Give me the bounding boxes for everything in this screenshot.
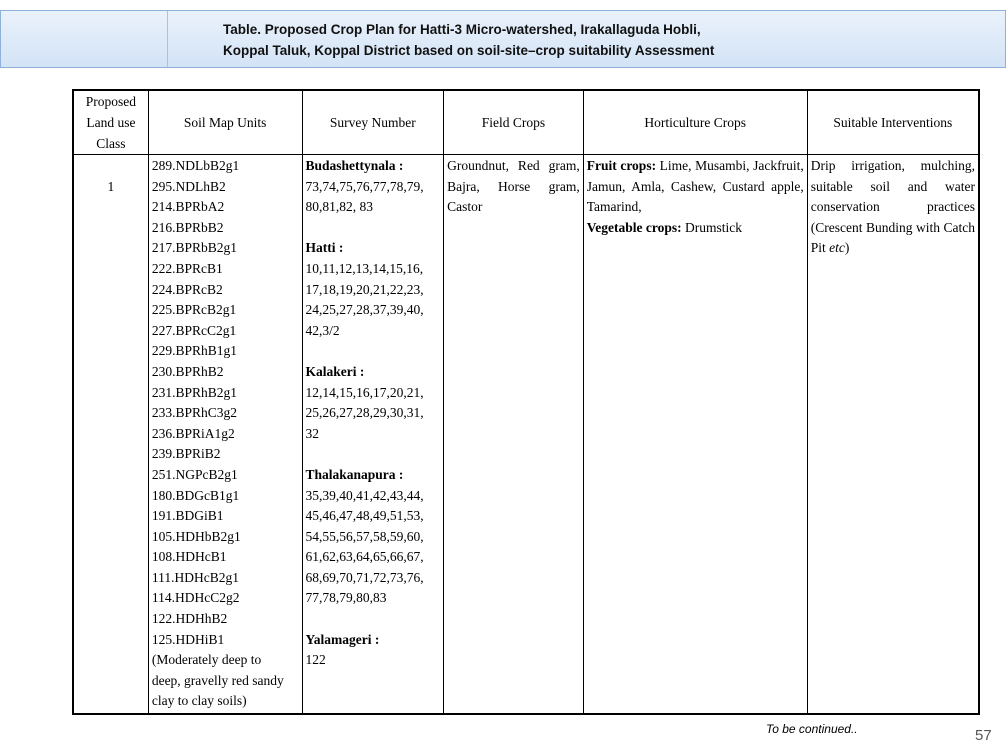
survey-numbers-line: 35,39,40,41,42,43,44,: [305, 487, 424, 503]
banner-divider: [167, 11, 168, 67]
fruit-crops-label: Fruit crops:: [586, 158, 657, 173]
soil-note-line: clay to clay soils): [151, 693, 247, 709]
survey-numbers-line: 122: [305, 652, 326, 668]
soil-unit: 105.HDHbB2g1: [151, 528, 241, 544]
field-crops-cell: Groundnut, Red gram, Bajra, Horse gram, Castor: [444, 155, 584, 715]
soil-description: [152, 650, 299, 712]
vegetable-crops-label: Vegetable crops:: [586, 219, 682, 235]
title-line-1: Table. Proposed Crop Plan for Hatti-3 Micro-watershed, Irakallaguda Hobli,: [223, 22, 701, 37]
survey-numbers-line: 17,18,19,20,21,22,23,: [305, 281, 424, 297]
survey-numbers-line: 32: [305, 425, 319, 441]
soil-unit: 114.HDHcC2g2: [151, 590, 240, 606]
header-line: Proposed: [85, 94, 137, 109]
survey-numbers-line: 73,74,75,76,77,78,79,: [305, 178, 424, 194]
survey-numbers-line: 45,46,47,48,49,51,53,: [305, 508, 424, 524]
header-soil-map-units: Soil Map Units: [148, 90, 302, 155]
soil-unit: 122.HDHhB2: [151, 611, 228, 627]
survey-numbers-line: 24,25,27,28,37,39,40,: [305, 302, 424, 318]
survey-group: [306, 630, 441, 671]
title-banner: [0, 10, 1006, 68]
survey-number-cell: [302, 155, 444, 715]
soil-unit: 216.BPRbB2: [151, 219, 224, 235]
survey-numbers-line: 25,26,27,28,29,30,31,: [305, 405, 424, 421]
survey-group: [306, 238, 441, 341]
soil-note-line: deep, gravelly red sandy: [151, 672, 284, 688]
table-header-row: [73, 90, 979, 155]
soil-unit: 111.HDHcB2g1: [151, 569, 239, 585]
survey-group-list: [306, 156, 441, 671]
survey-numbers-line: 12,14,15,16,17,20,21,: [305, 384, 424, 400]
soil-unit: 251.NGPcB2g1: [151, 466, 238, 482]
soil-map-units-cell: [148, 155, 302, 715]
header-horticulture-crops: Horticulture Crops: [583, 90, 807, 155]
soil-unit: 227.BPRcC2g1: [151, 322, 237, 338]
header-line: Class: [96, 136, 126, 151]
survey-numbers-line: 68,69,70,71,72,73,76,: [305, 569, 424, 585]
crop-plan-table: [72, 89, 980, 715]
survey-numbers-line: 77,78,79,80,83: [305, 590, 387, 606]
page-number: 57: [975, 727, 992, 744]
soil-unit: 236.BPRiA1g2: [151, 425, 235, 441]
village-name: Budashettynala :: [305, 158, 404, 173]
horticulture-crops-cell: [583, 155, 807, 715]
soil-unit: 191.BDGiB1: [151, 508, 224, 524]
header-field-crops: Field Crops: [444, 90, 584, 155]
soil-unit: 289.NDLbB2g1: [151, 158, 240, 173]
header-suitable-interventions: Suitable Interventions: [807, 90, 979, 155]
soil-unit: 180.BDGcB1g1: [151, 487, 240, 503]
survey-numbers-line: 54,55,56,57,58,59,60,: [305, 528, 424, 544]
fruit-crops: [587, 156, 804, 218]
survey-numbers-line: 10,11,12,13,14,15,16,: [305, 260, 424, 276]
soil-unit: 233.BPRhC3g2: [151, 405, 237, 421]
survey-numbers-line: 80,81,82, 83: [305, 199, 373, 215]
village-name: Yalamageri :: [305, 631, 380, 647]
village-name: Hatti :: [305, 240, 344, 256]
continued-note: To be continued..: [766, 722, 858, 736]
soil-unit: 239.BPRiB2: [151, 446, 221, 462]
soil-unit: 225.BPRcB2g1: [151, 302, 237, 318]
survey-group: [306, 362, 441, 444]
header-land-use-class: [73, 90, 148, 155]
soil-unit: 214.BPRbA2: [151, 199, 225, 215]
soil-unit: 224.BPRcB2: [151, 281, 223, 297]
survey-numbers-line: 42,3/2: [305, 322, 340, 338]
suitable-interventions-cell: [807, 155, 979, 715]
soil-unit: 231.BPRhB2g1: [151, 384, 237, 400]
title-line-2: Koppal Taluk, Koppal District based on soil-site–crop suitability Assessment: [223, 43, 715, 58]
interventions-close: ): [844, 240, 850, 256]
fruit-crops-list: Lime, Musambi, Jackfruit, Jamun, Amla, Cashew, Custard apple, Tamarind,: [586, 158, 804, 215]
soil-unit: 229.BPRhB1g1: [151, 343, 237, 359]
header-survey-number: Survey Number: [302, 90, 444, 155]
survey-group: [306, 465, 441, 609]
soil-unit: 230.BPRhB2: [151, 363, 224, 379]
vegetable-crops-list: Drumstick: [681, 219, 742, 235]
table-row: [73, 155, 979, 715]
soil-unit: 217.BPRbB2g1: [151, 240, 237, 256]
land-use-class-cell: 1: [73, 155, 148, 715]
vegetable-crops: [587, 218, 804, 239]
soil-unit: 125.HDHiB1: [151, 631, 225, 647]
survey-group: [306, 156, 441, 218]
village-name: Kalakeri :: [305, 363, 365, 379]
page-title: [223, 19, 923, 61]
header-line: Land use: [86, 115, 136, 130]
soil-unit: 295.NDLhB2: [151, 178, 226, 194]
village-name: Thalakanapura :: [305, 466, 404, 482]
soil-unit: 108.HDHcB1: [151, 549, 227, 565]
soil-note-line: (Moderately deep to: [151, 652, 262, 668]
interventions-text: Drip irrigation, mulching, suitable soil and water conservation practices (Crescent Bunding with Catch Pit: [810, 158, 975, 256]
soil-unit: 222.BPRcB1: [151, 260, 223, 276]
interventions-etc: etc: [829, 240, 845, 256]
soil-unit-list: [152, 156, 299, 650]
survey-numbers-line: 61,62,63,64,65,66,67,: [305, 549, 424, 565]
